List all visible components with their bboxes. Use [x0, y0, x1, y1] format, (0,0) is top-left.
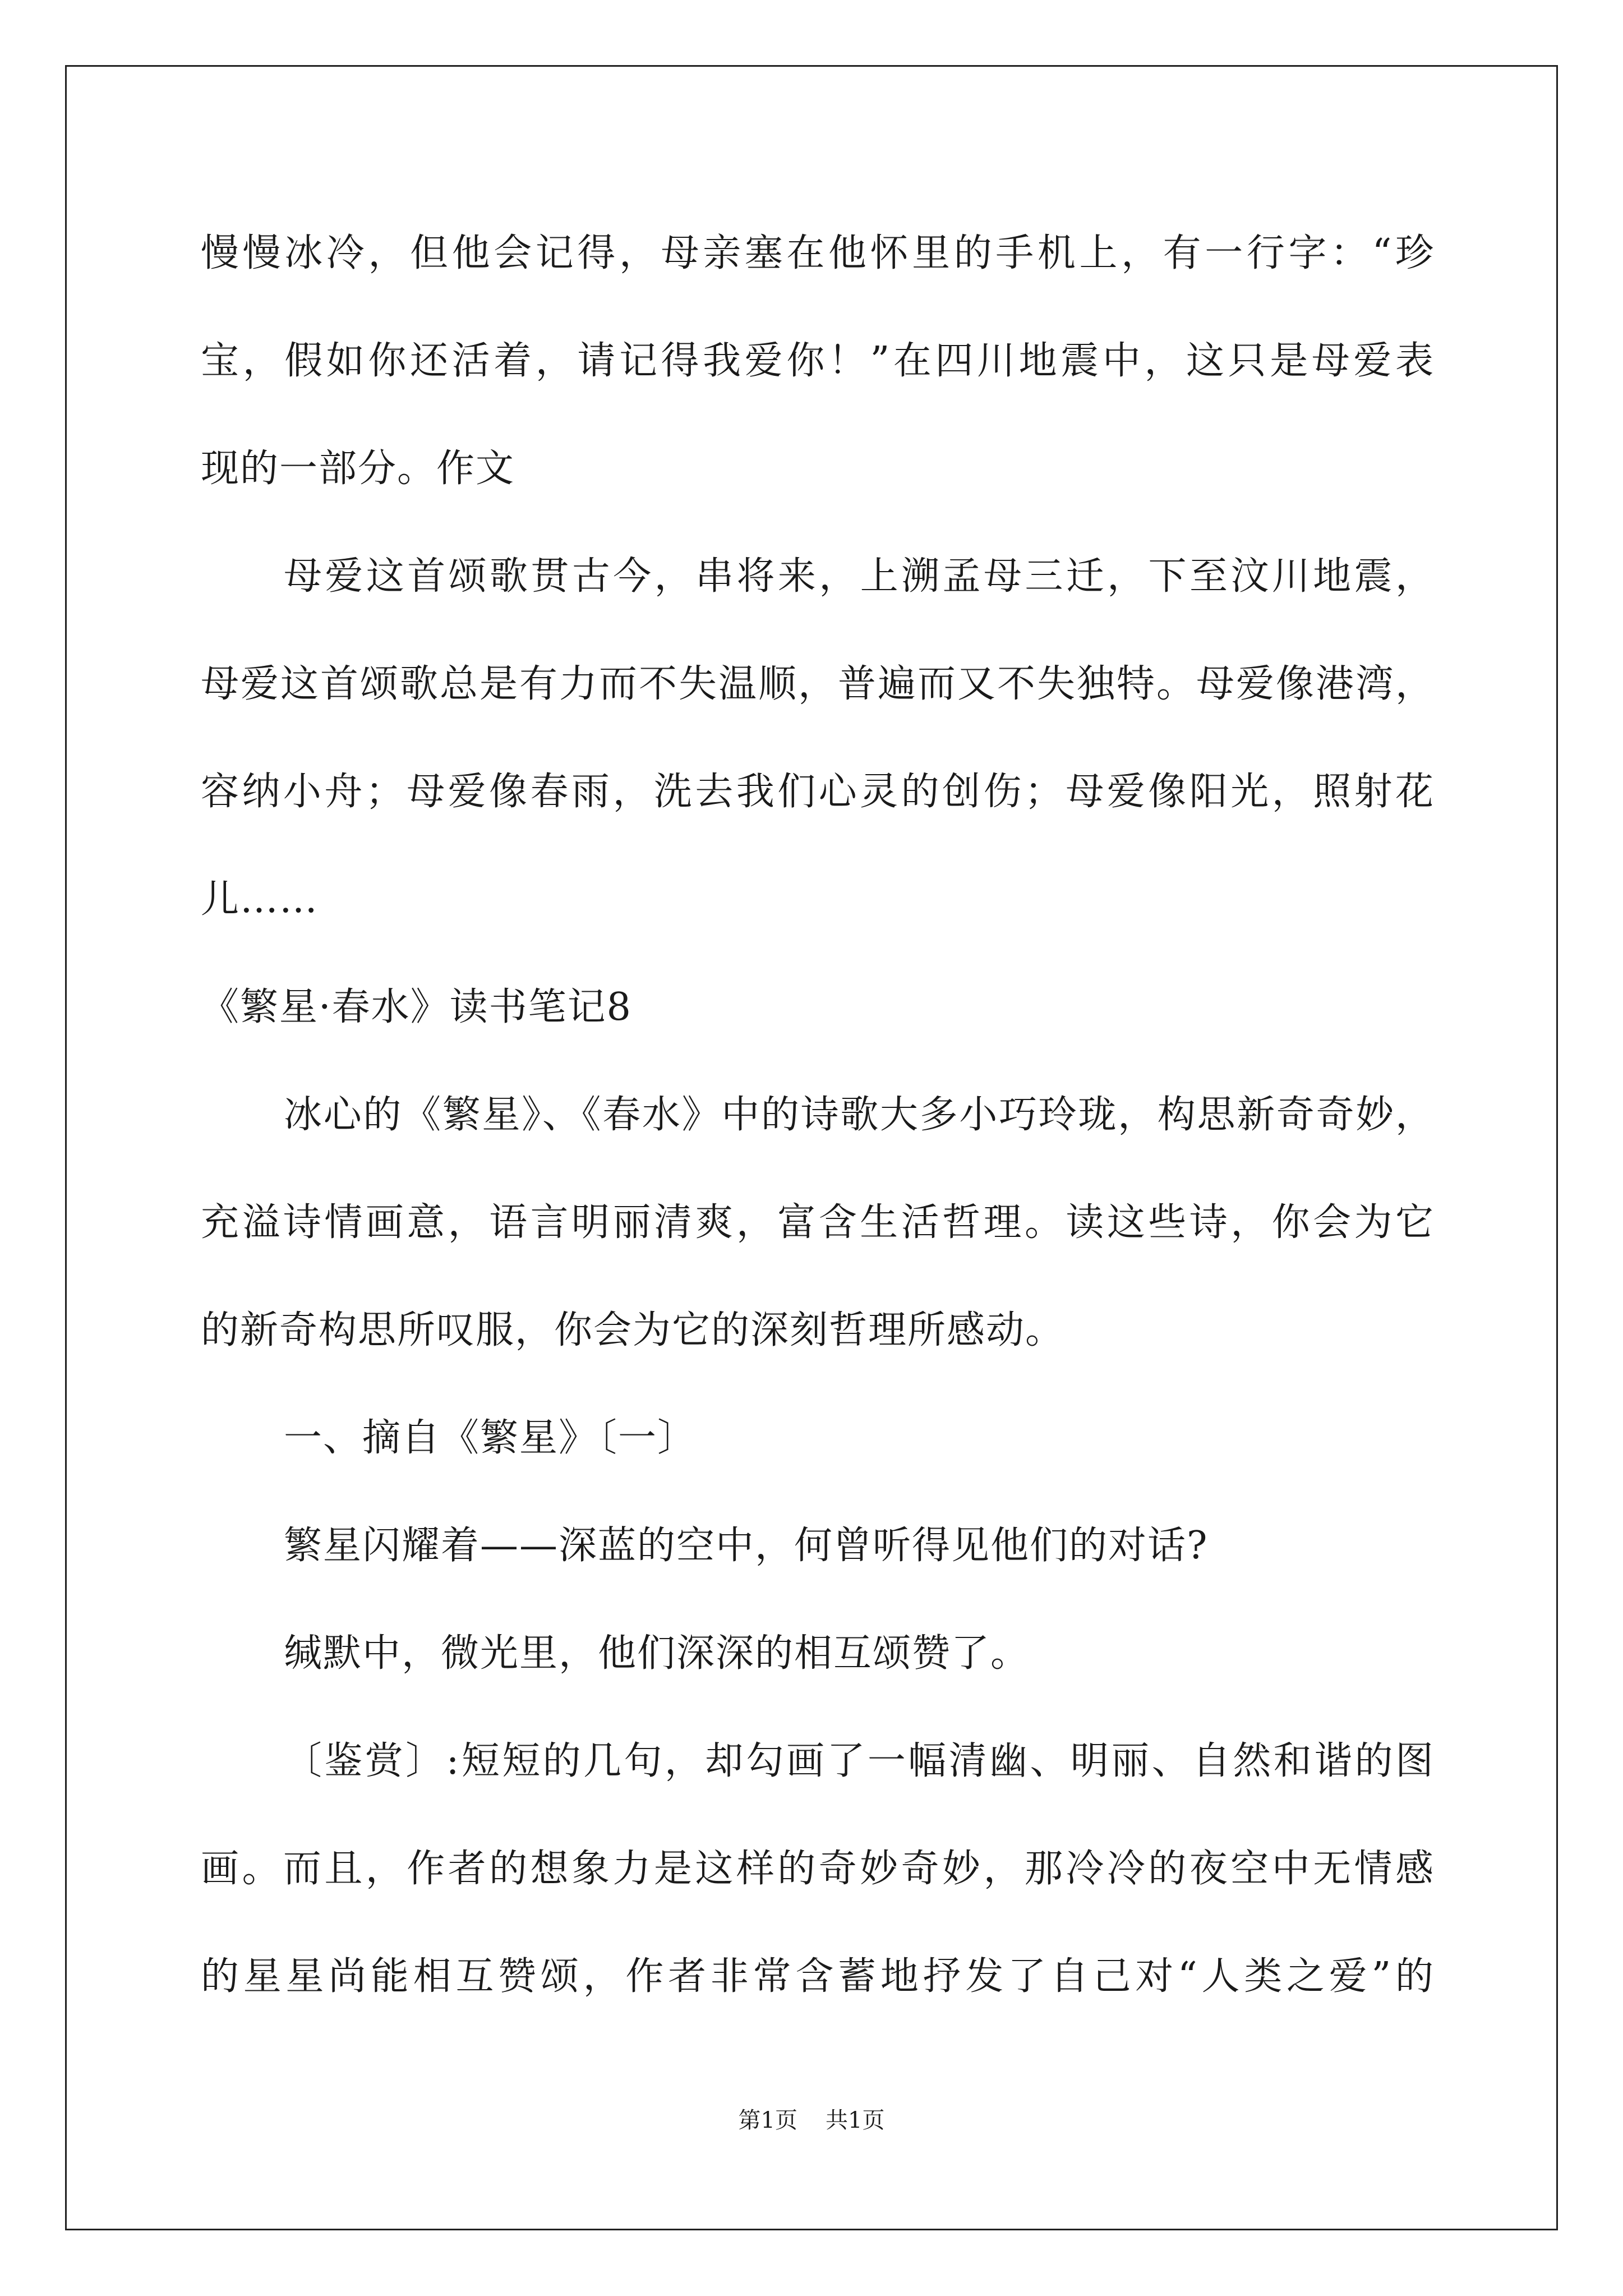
- text-line: 冰心的《繁星》、《春水》中的诗歌大多小巧玲珑，构思新奇奇妙，: [284, 1093, 1435, 1137]
- page-number-current: 第1页: [738, 2108, 797, 2133]
- text-line: 充溢诗情画意，语言明丽清爽，富含生活哲理。读这些诗，你会为它: [201, 1200, 1435, 1245]
- text-line: 繁星闪耀着——深蓝的空中，何曾听得见他们的对话?: [284, 1524, 1209, 1568]
- text-line: 画。而且，作者的想象力是这样的奇妙奇妙，那冷冷的夜空中无情感: [201, 1847, 1435, 1891]
- page-number-total: 共1页: [826, 2108, 885, 2133]
- text-line: 母爱这首颂歌总是有力而不失温顺，普遍而又不失独特。母爱像港湾，: [201, 662, 1435, 706]
- text-line: 〔鉴赏〕:短短的几句，却勾画了一幅清幽、明丽、自然和谐的图: [284, 1739, 1435, 1783]
- text-line: 的星星尚能相互赞颂，作者非常含蓄地抒发了自己对“人类之爱”的: [201, 1954, 1435, 1999]
- text-line: 母爱这首颂歌贯古今，串将来，上溯孟母三迁，下至汶川地震，: [284, 554, 1435, 599]
- text-line: 宝，假如你还活着，请记得我爱你！”在四川地震中，这只是母爱表: [201, 339, 1435, 383]
- text-line: 《繁星·春水》读书笔记8: [201, 985, 632, 1029]
- text-line: 容纳小舟；母爱像春雨，洗去我们心灵的创伤；母爱像阳光，照射花: [201, 770, 1435, 814]
- page-footer: [0, 2104, 1623, 2137]
- text-line: 的新奇构思所叹服，你会为它的深刻哲理所感动。: [201, 1308, 1065, 1352]
- text-line: 现的一部分。作文: [201, 447, 515, 491]
- text-line: 慢慢冰冷，但他会记得，母亲塞在他怀里的手机上，有一行字：“珍: [201, 231, 1435, 275]
- text-line: 一、摘自《繁星》〔一〕: [284, 1416, 697, 1460]
- text-line: 缄默中，微光里，他们深深的相互颂赞了。: [284, 1631, 1030, 1676]
- text-line: 儿……: [201, 877, 319, 922]
